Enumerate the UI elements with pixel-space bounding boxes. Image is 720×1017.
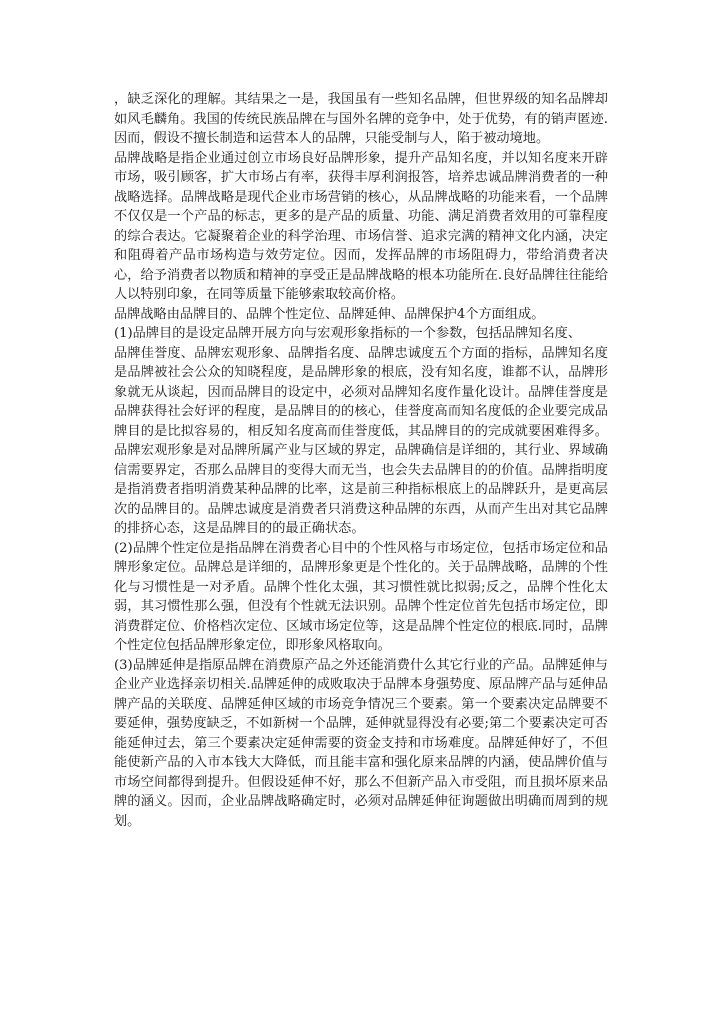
paragraph-brand-strategy-components: 品牌战略由品牌目的、品牌个性定位、品牌延伸、品牌保护4个方面组成。 <box>114 306 545 322</box>
paragraph-brand-goal-details: 品牌佳誉度、品牌宏观形象、品牌指名度、品牌忠诚度五个方面的指标，品牌知名度是品牌被社会公众的知晓程度，是品牌形象的根底，没有知名度，谁都不认，品牌形象就无从谈起，因而品牌目的设定中，必须对品牌知名度作量化设计。品牌佳誉度是品牌获得社会好评的程度，是品牌目的的核心，佳誉度高而知名度低的企业要完成品牌目的是比拟容易的，相反知名度高而佳誉度低，其品牌目的的完成就要困难得多。品牌宏观形象是对品牌所属产业与区域的界定，品牌确信是详细的，其行业、界域确信需要界定，否那么品牌目的变得大而无当，也会失去品牌目的的价值。品牌指明度是指消费者指明消费某种品牌的比率，这是前三种指标根底上的品牌跃升，是更高层次的品牌目的。品牌忠诚度是消费者只消费这种品牌的东西，从而产生出对其它品牌的排挤心态，这是品牌目的的最正确状态。 <box>114 345 608 536</box>
paragraph-brand-strategy-definition: 品牌战略是指企业通过创立市场良好品牌形象，提升产品知名度，并以知名度来开辟市场，吸引顾客，扩大市场占有率，获得丰厚利润报答，培养忠诚品牌消费者的一种战略选择。品牌战略是现代企业市场营销的核心，从品牌战略的功能来看，一个品牌不仅仅是一个产品的标志，更多的是产品的质量、功能、满足消费者效用的可靠程度的综合表达。它凝聚着企业的科学治理、市场信誉、追求完满的精神文化内涵，决定和阻碍着产品市场构造与效劳定位。因而，发挥品牌的市场阻碍力，带给消费者决心，给予消费者以物质和精神的享受正是品牌战略的根本功能所在.良好品牌往往能给人以特别印象，在同等质量下能够索取较高价格。 <box>114 150 608 302</box>
paragraph-brand-positioning: (2)品牌个性定位是指品牌在消费者心目中的个性风格与市场定位，包括市场定位和品牌形象定位。品牌总是详细的，品牌形象更是个性化的。关于品牌战略，品牌的个性化与习惯性是一对矛盾。品牌个性化太强，其习惯性就比拟弱;反之，品牌个性化太弱，其习惯性那么强，但没有个性就无法识别。品牌个性定位首先包括市场定位，即消费群定位、价格档次定位、区域市场定位等，这是品牌个性定位的根底.同时，品牌个性定位包括品牌形象定位，即形象风格取向。 <box>114 540 608 653</box>
paragraph-brand-goal-heading: (1)品牌目的是设定品牌开展方向与宏观形象指标的一个参数，包括品牌知名度、 <box>114 326 582 341</box>
document-body <box>114 90 608 831</box>
paragraph-brand-extension: (3)品牌延伸是指原品牌在消费原产品之外还能消费什么其它行业的产品。品牌延伸与企业产业选择亲切相关.品牌延伸的成败取决于品牌本身强势度、原品牌产品与延伸品牌产品的关联度、品牌延伸区域的市场竞争情况三个要素。第一个要素决定品牌要不要延伸，强势度缺乏，不如新树一个品牌，延伸就显得没有必要;第二个要素决定可否能延伸过去，第三个要素决定延伸需要的资金支持和市场难度。品牌延伸好了，不但能使新产品的入市本钱大大降低，而且能丰富和强化原来品牌的内涵，使品牌价值与市场空间都得到提升。但假设延伸不好，那么不但新产品入市受阻，而且损坏原来品牌的涵义。因而，企业品牌战略确定时，必须对品牌延伸征询题做出明确而周到的规划。 <box>114 657 608 829</box>
paragraph-intro-continuation: ，缺乏深化的理解。其结果之一是，我国虽有一些知名品牌，但世界级的知名品牌却如风毛麟角。我国的传统民族品牌在与国外名牌的竞争中，处于优势，有的销声匿迹.因而，假设不擅长制造和运营本人的品牌，只能受制与人，陷于被动境地。 <box>114 92 608 146</box>
